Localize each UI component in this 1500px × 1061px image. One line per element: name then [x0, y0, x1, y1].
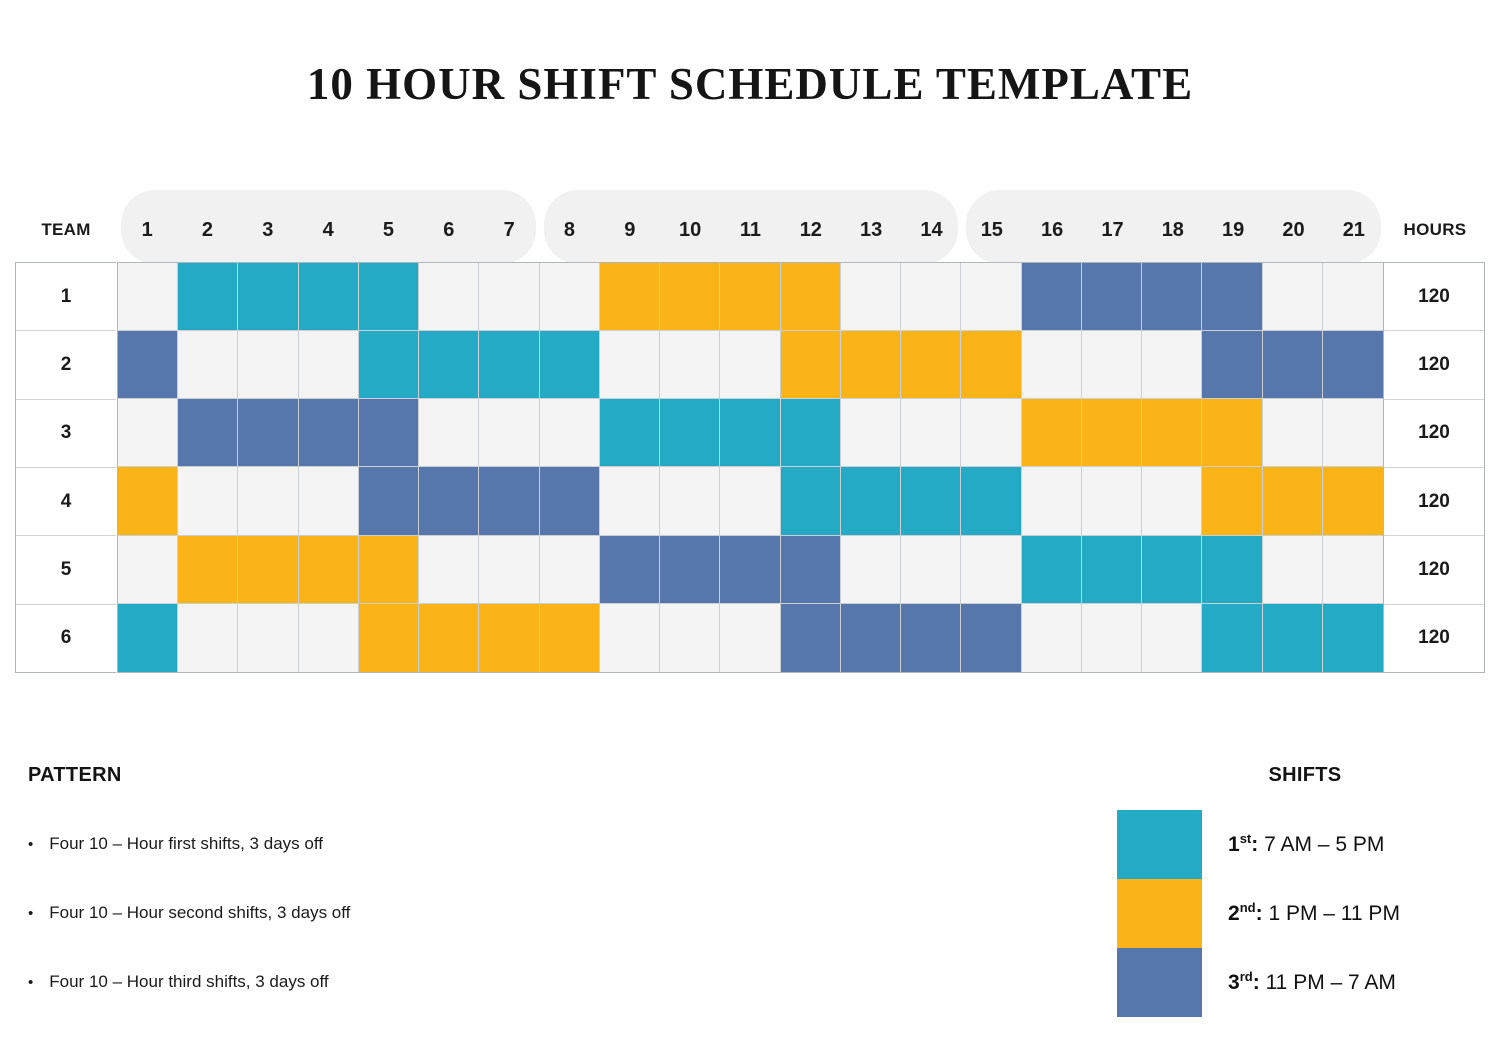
legend-entry-third — [1117, 948, 1500, 1017]
schedule-cell-off — [1082, 331, 1142, 399]
schedule-cell-off — [178, 604, 238, 672]
schedule-cell-first — [1142, 536, 1202, 604]
schedule-cell-third — [660, 536, 720, 604]
day-header-20: 20 — [1282, 218, 1305, 241]
day-header-3: 3 — [262, 218, 274, 241]
schedule-cell-second — [781, 331, 841, 399]
schedule-cell-second — [1263, 467, 1323, 535]
schedule-cell-third — [299, 399, 359, 467]
schedule-cell-third — [1082, 263, 1142, 331]
schedule-cell-off — [841, 536, 901, 604]
schedule-cell-second — [1323, 467, 1383, 535]
schedule-cell-third — [479, 467, 539, 535]
schedule-cell-first — [720, 399, 780, 467]
schedule-cell-first — [1323, 604, 1383, 672]
schedule-cell-off — [841, 263, 901, 331]
schedule-cell-off — [479, 263, 539, 331]
day-header-10: 10 — [679, 218, 702, 241]
schedule-cell-off — [720, 331, 780, 399]
schedule-cell-third — [238, 399, 298, 467]
schedule-cell-first — [1022, 536, 1082, 604]
schedule-cell-off — [1022, 331, 1082, 399]
schedule-cell-second — [781, 263, 841, 331]
day-header-18: 18 — [1161, 218, 1184, 241]
schedule-cell-third — [1263, 331, 1323, 399]
schedule-cell-third — [359, 399, 419, 467]
schedule-cell-first — [359, 263, 419, 331]
schedule-cell-first — [419, 331, 479, 399]
schedule-cell-first — [1202, 536, 1262, 604]
schedule-grid — [117, 262, 1384, 673]
day-header-14: 14 — [920, 218, 943, 241]
schedule-cell-off — [961, 263, 1021, 331]
schedule-cell-off — [178, 467, 238, 535]
day-header-5: 5 — [382, 218, 395, 241]
schedule-cell-off — [1082, 604, 1142, 672]
day-header-19: 19 — [1222, 218, 1245, 241]
schedule-cell-off — [540, 536, 600, 604]
schedule-cell-second — [299, 536, 359, 604]
schedule-cell-off — [419, 263, 479, 331]
schedule-cell-second — [1142, 399, 1202, 467]
schedule-cell-third — [1022, 263, 1082, 331]
schedule-cell-first — [901, 467, 961, 535]
schedule-cell-first — [118, 604, 178, 672]
schedule-cell-first — [600, 399, 660, 467]
day-header-21: 21 — [1342, 218, 1365, 241]
schedule-cell-first — [1082, 536, 1142, 604]
schedule-cell-third — [1323, 331, 1383, 399]
schedule-cell-second — [961, 331, 1021, 399]
schedule-cell-off — [600, 331, 660, 399]
schedule-cell-off — [178, 331, 238, 399]
second-shift-swatch — [1117, 879, 1202, 948]
schedule-cell-second — [600, 263, 660, 331]
schedule-cell-off — [961, 536, 1021, 604]
schedule-cell-first — [660, 399, 720, 467]
day-header-6: 6 — [443, 218, 455, 241]
legend-entry-second — [1117, 879, 1500, 948]
schedule-cell-off — [901, 263, 961, 331]
schedule-cell-third — [419, 467, 479, 535]
schedule-cell-off — [1082, 467, 1142, 535]
schedule-cell-second — [479, 604, 539, 672]
schedule-cell-first — [238, 263, 298, 331]
pattern-bullet-2: • Four 10 – Hour second shifts, 3 days off — [28, 901, 350, 925]
schedule-cell-off — [961, 399, 1021, 467]
day-header-4: 4 — [322, 218, 334, 241]
schedule-cell-off — [238, 604, 298, 672]
team-column — [15, 262, 116, 673]
schedule-cell-off — [118, 263, 178, 331]
third-shift-swatch — [1117, 948, 1202, 1017]
schedule-cell-third — [841, 604, 901, 672]
schedule-cell-second — [660, 263, 720, 331]
hours-value: 120 — [1384, 536, 1484, 604]
schedule-cell-first — [540, 331, 600, 399]
schedule-cell-second — [359, 536, 419, 604]
schedule-cell-off — [660, 604, 720, 672]
hours-value: 120 — [1384, 400, 1484, 468]
team-column-header: TEAM — [41, 220, 91, 239]
first-shift-label: 1st: 7 AM – 5 PM — [1228, 830, 1385, 856]
day-header-2: 2 — [201, 218, 214, 241]
schedule-cell-off — [479, 536, 539, 604]
schedule-cell-off — [419, 399, 479, 467]
day-header-row — [117, 212, 1384, 248]
shifts-legend — [1117, 810, 1500, 1017]
schedule-cell-off — [540, 263, 600, 331]
schedule-cell-first — [1263, 604, 1323, 672]
pattern-bullet-3: • Four 10 – Hour third shifts, 3 days off — [28, 970, 350, 994]
team-row-label: 3 — [16, 400, 116, 468]
third-shift-label: 3rd: 11 PM – 7 AM — [1228, 968, 1396, 994]
schedule-cell-off — [1323, 263, 1383, 331]
schedule-cell-third — [1142, 263, 1202, 331]
schedule-cell-third — [781, 604, 841, 672]
schedule-cell-off — [600, 467, 660, 535]
team-row-label: 2 — [16, 331, 116, 399]
schedule-cell-second — [841, 331, 901, 399]
schedule-cell-third — [600, 536, 660, 604]
schedule-cell-third — [901, 604, 961, 672]
day-header-11: 11 — [739, 218, 762, 241]
pattern-heading: PATTERN — [28, 764, 122, 786]
schedule-cell-off — [901, 399, 961, 467]
schedule-cell-off — [1022, 467, 1082, 535]
schedule-cell-third — [781, 536, 841, 604]
schedule-cell-off — [419, 536, 479, 604]
schedule-cell-third — [178, 399, 238, 467]
schedule-cell-off — [1263, 399, 1323, 467]
schedule-cell-second — [540, 604, 600, 672]
schedule-cell-off — [1323, 536, 1383, 604]
schedule-cell-off — [1263, 536, 1323, 604]
schedule-cell-off — [1142, 604, 1202, 672]
schedule-cell-off — [1142, 331, 1202, 399]
schedule-cell-first — [1202, 604, 1262, 672]
schedule-cell-off — [118, 399, 178, 467]
schedule-cell-second — [118, 467, 178, 535]
schedule-cell-off — [1022, 604, 1082, 672]
schedule-cell-second — [178, 536, 238, 604]
schedule-cell-third — [540, 467, 600, 535]
schedule-cell-third — [359, 467, 419, 535]
second-shift-label: 2nd: 1 PM – 11 PM — [1228, 899, 1400, 925]
day-header-8: 8 — [563, 218, 576, 241]
schedule-cell-third — [1202, 331, 1262, 399]
hours-value: 120 — [1384, 605, 1484, 672]
day-header-16: 16 — [1041, 218, 1064, 241]
shifts-heading: SHIFTS — [1268, 764, 1342, 786]
schedule-cell-first — [479, 331, 539, 399]
day-header-15: 15 — [980, 218, 1003, 241]
schedule-cell-off — [238, 467, 298, 535]
team-row-label: 1 — [16, 263, 116, 331]
schedule-cell-second — [901, 331, 961, 399]
schedule-cell-off — [299, 331, 359, 399]
day-header-13: 13 — [860, 218, 883, 241]
team-row-label: 5 — [16, 536, 116, 604]
schedule-cell-second — [1202, 467, 1262, 535]
schedule-cell-off — [1323, 399, 1383, 467]
schedule-cell-first — [841, 467, 901, 535]
schedule-cell-first — [781, 399, 841, 467]
schedule-cell-off — [238, 331, 298, 399]
pattern-list — [28, 832, 350, 1039]
day-header-9: 9 — [624, 218, 636, 241]
schedule-cell-second — [359, 604, 419, 672]
pattern-bullet-1: • Four 10 – Hour first shifts, 3 days off — [28, 832, 350, 856]
hours-column-header: HOURS — [1403, 220, 1467, 239]
schedule-cell-first — [961, 467, 1021, 535]
schedule-cell-off — [841, 399, 901, 467]
schedule-cell-off — [660, 331, 720, 399]
schedule-cell-second — [419, 604, 479, 672]
hours-column — [1384, 262, 1485, 673]
schedule-cell-off — [600, 604, 660, 672]
schedule-cell-third — [961, 604, 1021, 672]
hours-value: 120 — [1384, 263, 1484, 331]
schedule-cell-off — [901, 536, 961, 604]
page-title: 10 HOUR SHIFT SCHEDULE TEMPLATE — [306, 59, 1194, 109]
schedule-cell-first — [781, 467, 841, 535]
schedule-cell-off — [299, 604, 359, 672]
hours-value: 120 — [1384, 331, 1484, 399]
schedule-cell-off — [720, 604, 780, 672]
schedule-cell-off — [299, 467, 359, 535]
schedule-cell-off — [1263, 263, 1323, 331]
schedule-cell-second — [720, 263, 780, 331]
first-shift-swatch — [1117, 810, 1202, 879]
day-header-1: 1 — [141, 218, 153, 241]
day-header-17: 17 — [1101, 218, 1124, 241]
schedule-cell-second — [1082, 399, 1142, 467]
schedule-cell-second — [238, 536, 298, 604]
schedule-cell-first — [299, 263, 359, 331]
team-row-label: 4 — [16, 468, 116, 536]
schedule-cell-first — [178, 263, 238, 331]
team-row-label: 6 — [16, 605, 116, 672]
schedule-cell-third — [1202, 263, 1262, 331]
hours-value: 120 — [1384, 468, 1484, 536]
schedule-cell-third — [118, 331, 178, 399]
schedule-cell-second — [1022, 399, 1082, 467]
schedule-cell-second — [1202, 399, 1262, 467]
schedule-cell-off — [540, 399, 600, 467]
schedule-cell-off — [660, 467, 720, 535]
schedule-cell-third — [720, 536, 780, 604]
schedule-cell-off — [1142, 467, 1202, 535]
schedule-cell-first — [359, 331, 419, 399]
schedule-cell-off — [118, 536, 178, 604]
legend-entry-first — [1117, 810, 1500, 879]
schedule-cell-off — [479, 399, 539, 467]
day-header-12: 12 — [799, 218, 822, 241]
schedule-cell-off — [720, 467, 780, 535]
day-header-7: 7 — [503, 218, 515, 241]
